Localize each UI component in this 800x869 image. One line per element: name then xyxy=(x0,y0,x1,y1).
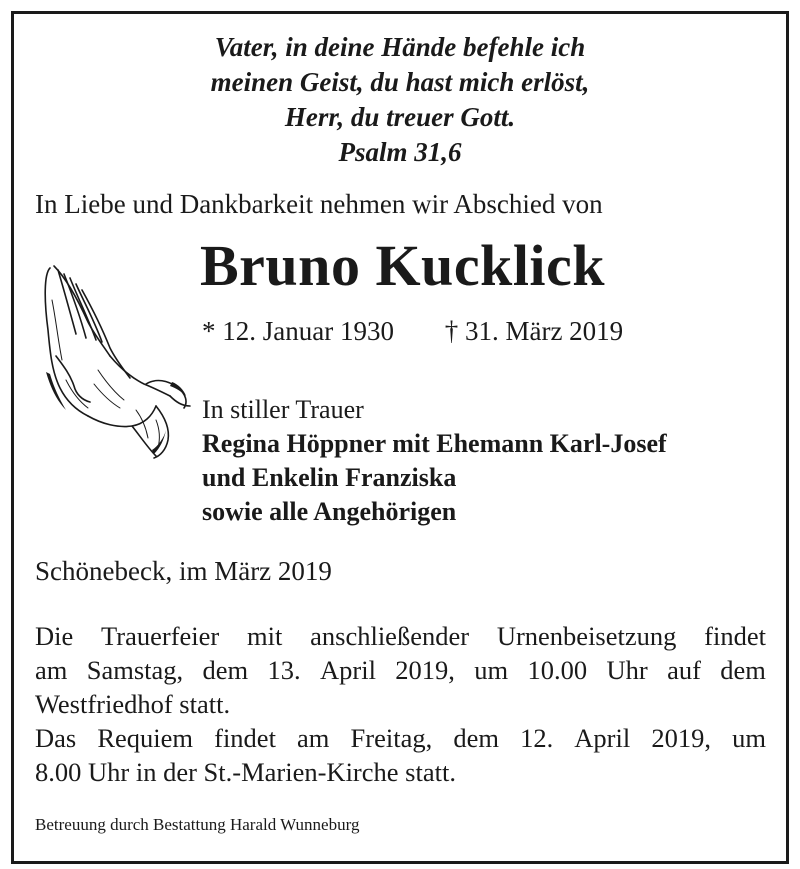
word: dem xyxy=(202,655,249,685)
word: Das xyxy=(35,723,77,753)
word: Uhr xyxy=(606,655,648,685)
justified-line xyxy=(35,721,766,755)
birth-date: * 12. Januar 1930 xyxy=(202,316,394,346)
word: 13. xyxy=(267,655,301,685)
farewell-intro: In Liebe und Dankbarkeit nehmen wir Abschied von xyxy=(35,189,603,219)
requiem-info xyxy=(35,721,766,789)
word: um xyxy=(474,655,509,685)
word: Urnenbeisetzung xyxy=(496,621,677,651)
mourning-intro: In stiller Trauer xyxy=(202,395,364,424)
word: 10.00 xyxy=(527,655,588,685)
bible-verse xyxy=(0,30,800,170)
word: am xyxy=(297,723,330,753)
mourners-block xyxy=(202,393,667,529)
verse-reference: Psalm 31,6 xyxy=(338,137,462,167)
word: 2019, xyxy=(651,723,711,753)
justified-line xyxy=(35,653,766,687)
word: auf xyxy=(667,655,701,685)
word: Requiem xyxy=(97,723,194,753)
word: dem xyxy=(720,655,766,685)
funeral-home-credit: Betreuung durch Bestattung Harald Wunneburg xyxy=(35,815,360,834)
deceased-name: Bruno Kucklick xyxy=(200,233,606,298)
word: mit xyxy=(247,621,283,651)
verse-line: Herr, du treuer Gott. xyxy=(284,102,516,132)
paragraph-last-line: Westfriedhof statt. xyxy=(35,689,231,719)
mourner-line: Regina Höppner mit Ehemann Karl-Josef xyxy=(202,429,667,458)
verse-line: meinen Geist, du hast mich erlöst, xyxy=(210,67,590,97)
word: Samstag, xyxy=(86,655,184,685)
word: findet xyxy=(704,621,766,651)
justified-line xyxy=(35,619,766,653)
life-dates xyxy=(202,316,623,347)
word: Trauerfeier xyxy=(101,621,220,651)
word: 2019, xyxy=(395,655,455,685)
word: Die xyxy=(35,621,74,651)
death-date: † 31. März 2019 xyxy=(444,316,624,346)
word: findet xyxy=(214,723,276,753)
place-date: Schönebeck, im März 2019 xyxy=(35,556,332,586)
word: April xyxy=(320,655,376,685)
verse-line: Vater, in deine Hände befehle ich xyxy=(214,32,586,62)
word: am xyxy=(35,655,68,685)
word: um xyxy=(732,723,766,753)
word: anschließender xyxy=(310,621,470,651)
word: Freitag, xyxy=(350,723,433,753)
mourner-line: sowie alle Angehörigen xyxy=(202,497,457,526)
funeral-info xyxy=(35,619,766,721)
mourner-line: und Enkelin Franziska xyxy=(202,463,457,492)
word: 12. xyxy=(520,723,554,753)
word: dem xyxy=(453,723,499,753)
praying-hands-icon xyxy=(36,260,192,464)
word: April xyxy=(574,723,631,753)
paragraph-last-line: 8.00 Uhr in der St.-Marien-Kirche statt. xyxy=(35,757,456,787)
